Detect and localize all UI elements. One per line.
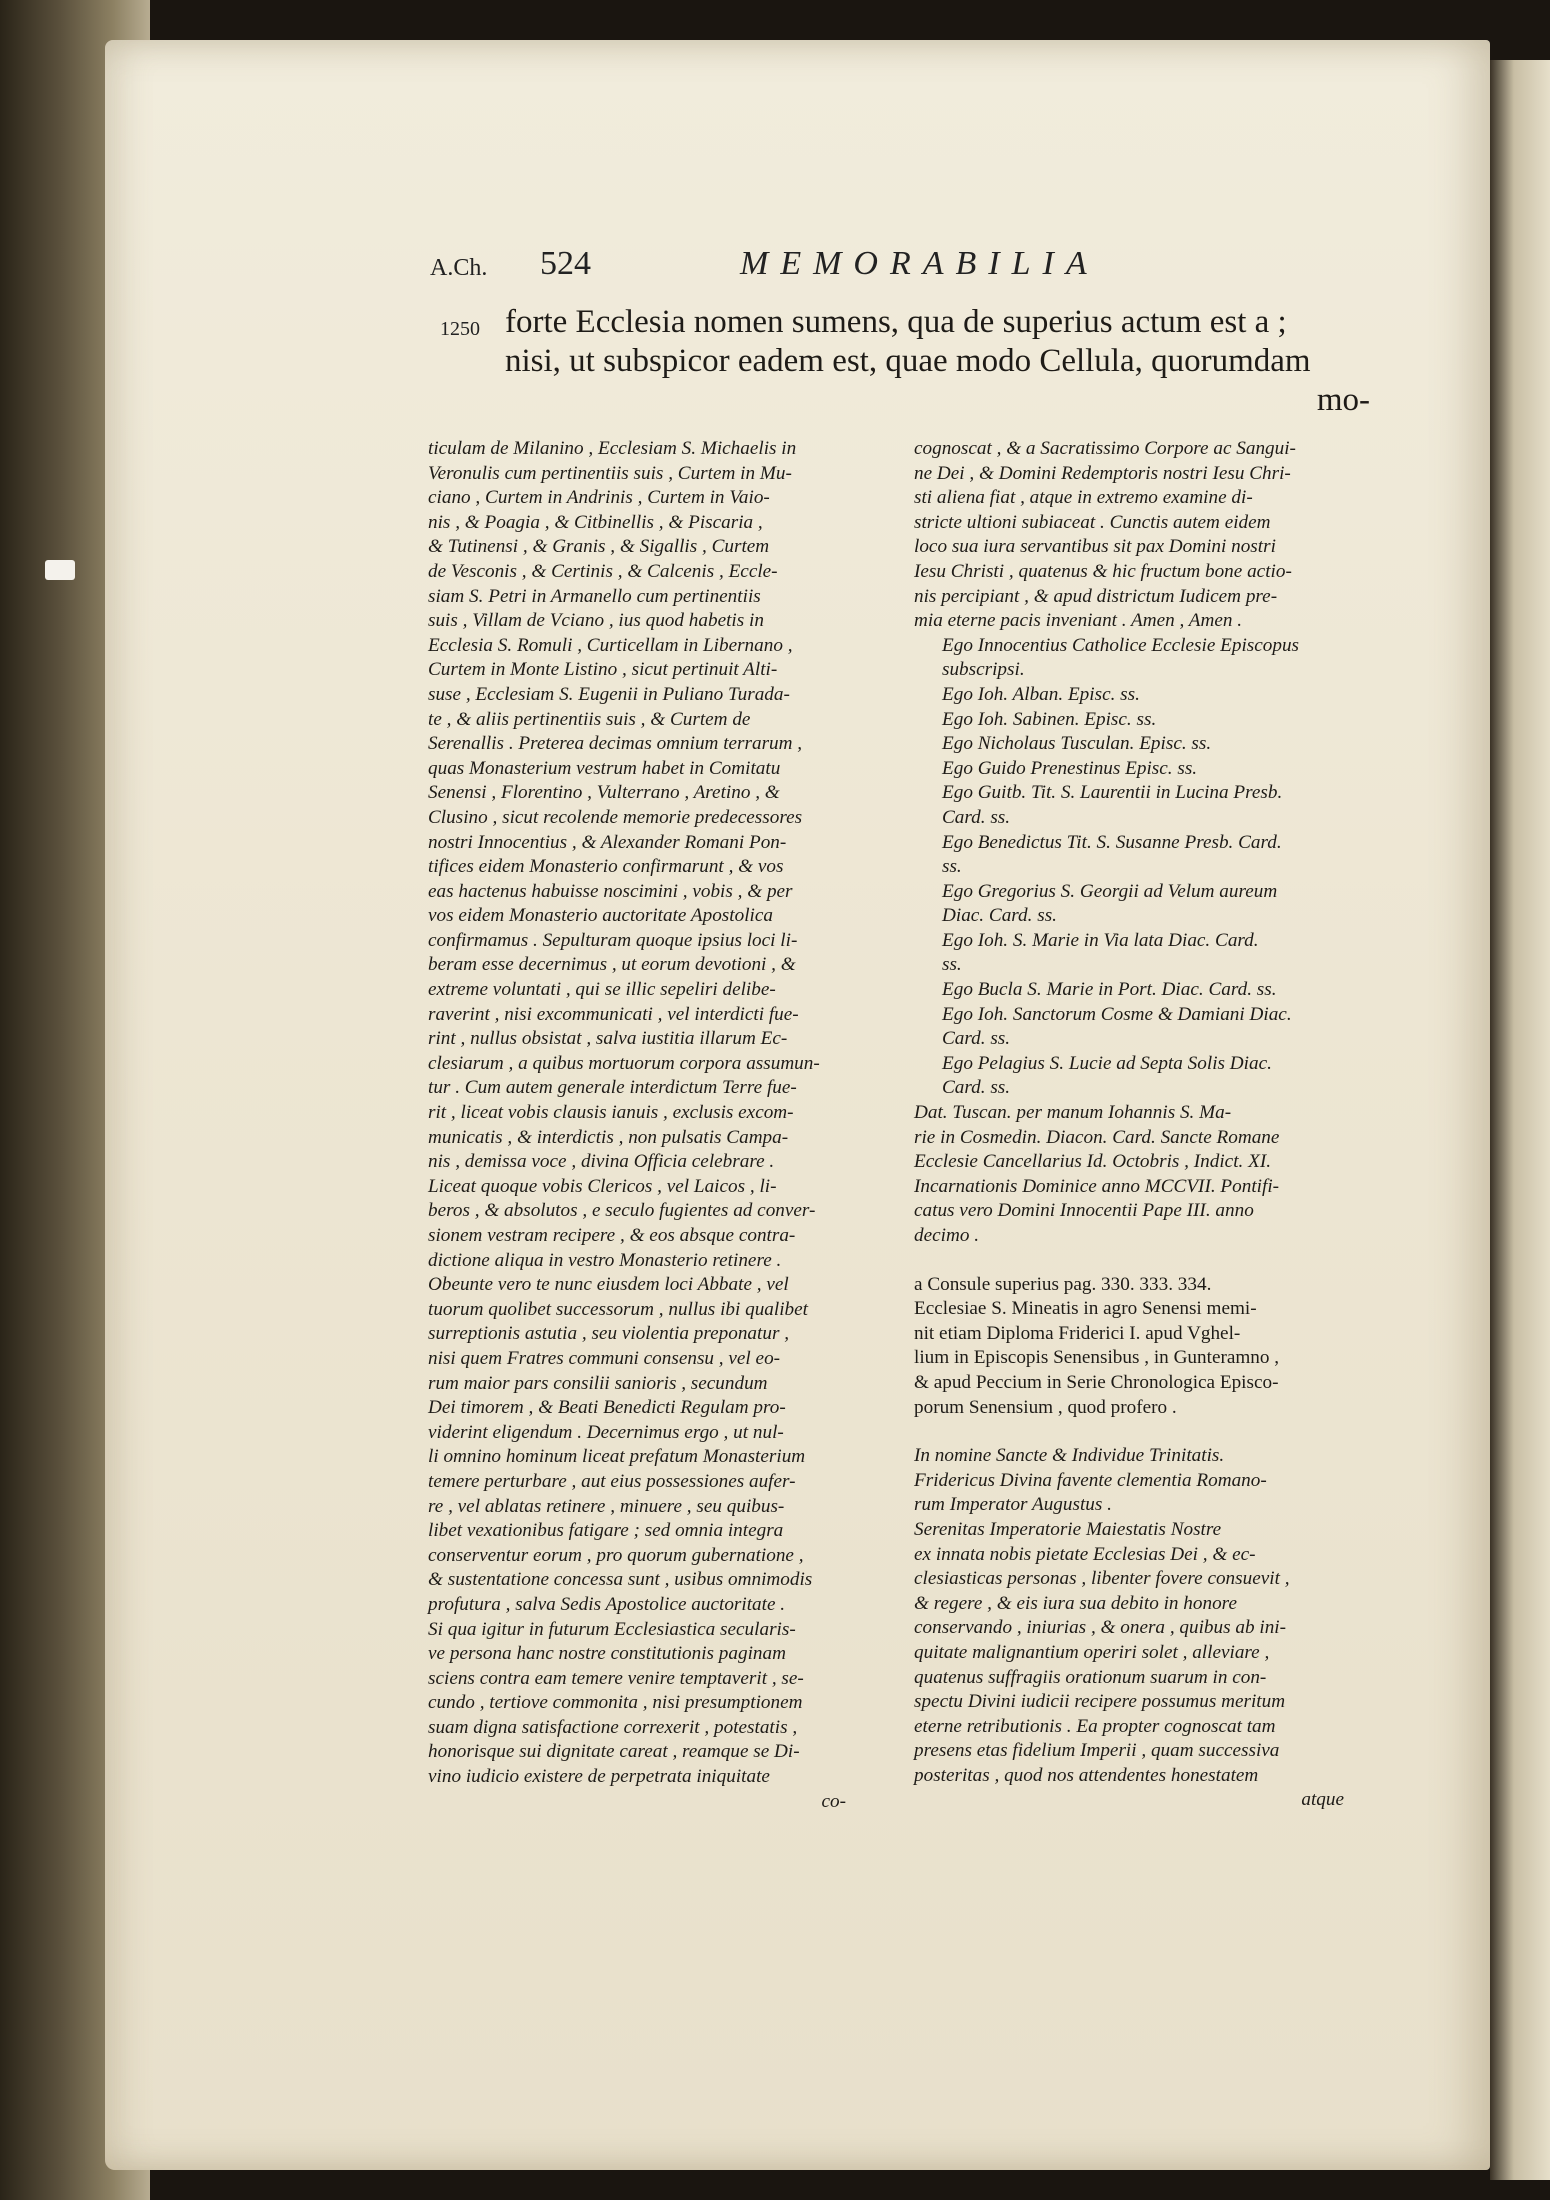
footnote-line: & apud Peccium in Serie Chronologica Episco- xyxy=(914,1371,1279,1393)
text-line: rit , liceat vobis clausis ianuis , exclusis excom- xyxy=(428,1102,794,1124)
text-line: & sustentatione concessa sunt , usibus omnimodis xyxy=(428,1569,813,1591)
signature-line: Ego Nicholaus Tusculan. Episc. ss. xyxy=(942,733,1212,755)
text-line: Clusino , sicut recolende memorie predecessores xyxy=(428,806,803,828)
bookmark-ribbon xyxy=(45,560,75,580)
text-line: stricte ultioni subiaceat . Cunctis autem eidem xyxy=(914,511,1271,533)
footnote-line: Ecclesiae S. Mineatis in agro Senensi memi- xyxy=(914,1298,1257,1320)
text-line: sionem vestram recipere , & eos absque contra- xyxy=(428,1225,796,1246)
signature-line: Card. ss. xyxy=(942,806,1011,828)
book-right-edge xyxy=(1490,60,1550,2180)
text-line: te , & aliis pertinentiis suis , & Curtem de xyxy=(428,708,751,730)
text-line: rum maior pars consilii sanioris , secundum xyxy=(428,1372,768,1394)
text-line: sti aliena fiat , atque in extremo examine di- xyxy=(914,487,1253,509)
diploma-line: rum Imperator Augustus . xyxy=(914,1494,1112,1516)
text-line: nis , demissa voce , divina Officia celebrare . xyxy=(428,1151,775,1173)
dating-line: rie in Cosmedin. Diacon. Card. Sancte Romane xyxy=(914,1126,1280,1148)
signature-line: Ego Ioh. Sanctorum Cosme & Damiani Diac. xyxy=(942,1003,1292,1025)
diploma-line: ex innata nobis pietate Ecclesias Dei , & ec- xyxy=(914,1543,1256,1565)
footnote-line: nit etiam Diploma Friderici I. apud Vghel- xyxy=(914,1322,1241,1344)
signature-line: ss. xyxy=(942,856,962,878)
signature-line: Ego Ioh. S. Marie in Via lata Diac. Card. xyxy=(942,929,1259,951)
diploma-line: eterne retributionis . Ea propter cognoscat tam xyxy=(914,1715,1276,1737)
text-line: ciano , Curtem in Andrinis , Curtem in Vaio- xyxy=(428,487,770,509)
dating-line: decimo . xyxy=(914,1225,980,1246)
text-line: ne Dei , & Domini Redemptoris nostri Iesu Chri- xyxy=(914,462,1291,484)
text-line: nostri Innocentius , & Alexander Romani Pon- xyxy=(428,831,787,853)
signature-line: Ego Guido Prenestinus Episc. ss. xyxy=(942,757,1198,779)
text-line: Si qua igitur in futurum Ecclesiastica secularis- xyxy=(428,1618,796,1640)
signature-line: Card. ss. xyxy=(942,1077,1011,1099)
diploma-line: clesiasticas personas , libenter fovere consuevit , xyxy=(914,1568,1290,1590)
text-line: loco sua iura servantibus sit pax Domini nostri xyxy=(914,536,1276,558)
diploma-line: quatenus suffragiis orationum suarum in con- xyxy=(914,1666,1267,1688)
text-line: sciens contra eam temere venire temptaverit , se- xyxy=(428,1667,804,1689)
right-column xyxy=(914,437,1374,1813)
dating-line: Incarnationis Dominice anno MCCVII. Pontifi- xyxy=(914,1175,1280,1197)
signature-line: Ego Ioh. Sabinen. Episc. ss. xyxy=(942,708,1157,730)
signature-line: Card. ss. xyxy=(942,1028,1011,1050)
footnote-line: porum Senensium , quod profero . xyxy=(914,1396,1177,1418)
paragraph-gap xyxy=(914,1249,1374,1273)
text-line: cundo , tertiove commonita , nisi presumptionem xyxy=(428,1692,803,1714)
text-line: ve persona hanc nostre constitutionis paginam xyxy=(428,1643,786,1665)
diploma-line: spectu Divini iudicii recipere possumus meritum xyxy=(914,1691,1286,1713)
paragraph-gap xyxy=(914,1420,1374,1444)
footnote-line: lium in Episcopis Senensibus , in Gunteramno , xyxy=(914,1347,1280,1369)
text-line: surreptionis astutia , seu violentia preponatur , xyxy=(428,1323,790,1345)
text-line: vos eidem Monasterio auctoritate Apostolica xyxy=(428,905,773,927)
text-line: Curtem in Monte Listino , sicut pertinuit Alti- xyxy=(428,659,778,681)
text-line: rint , nullus obsistat , salva iustitia illarum Ec- xyxy=(428,1028,788,1050)
text-line: Iesu Christi , quatenus & hic fructum bone actio- xyxy=(914,560,1292,582)
text-line: Serenallis . Preterea decimas omnium terrarum , xyxy=(428,733,803,755)
diploma-line: Serenitas Imperatorie Maiestatis Nostre xyxy=(914,1518,1222,1540)
text-line: Veronulis cum pertinentiis suis , Curtem in Mu- xyxy=(428,462,792,484)
signature-line: Diac. Card. ss. xyxy=(942,905,1057,927)
text-line: Dei timorem , & Beati Benedicti Regulam pro- xyxy=(428,1397,786,1419)
text-line: temere perturbare , aut eius possessiones aufer- xyxy=(428,1470,796,1492)
signature-line: Ego Pelagius S. Lucie ad Septa Solis Diac. xyxy=(942,1052,1272,1074)
text-line: beros , & absolutos , e seculo fugientes ad conver- xyxy=(428,1200,816,1222)
text-line: de Vesconis , & Certinis , & Calcenis , Eccle- xyxy=(428,560,778,582)
text-line: siam S. Petri in Armanello cum pertinentiis xyxy=(428,585,761,607)
year-margin-note: 1250 xyxy=(440,318,480,340)
signature-line: subscripsi. xyxy=(942,659,1025,681)
text-line: Obeunte vero te nunc eiusdem loci Abbate , vel xyxy=(428,1274,789,1296)
text-line: municatis , & interdictis , non pulsatis Campa- xyxy=(428,1126,789,1148)
signature-line: Ego Guitb. Tit. S. Laurentii in Lucina Presb. xyxy=(942,782,1283,804)
diploma-line: In nomine Sancte & Individue Trinitatis. xyxy=(914,1445,1225,1467)
side-label: A.Ch. xyxy=(430,255,488,281)
text-line: ticulam de Milanino , Ecclesiam S. Michaelis in xyxy=(428,438,797,459)
diploma-line: presens etas fidelium Imperii , quam successiva xyxy=(914,1740,1280,1762)
text-line: clesiarum , a quibus mortuorum corpora assumun- xyxy=(428,1052,820,1074)
running-title: MEMORABILIA xyxy=(740,245,1099,282)
text-line: extreme voluntati , qui se illic sepeliri delibe- xyxy=(428,979,776,1001)
signature-line: Ego Benedictus Tit. S. Susanne Presb. Card. xyxy=(942,831,1282,853)
diploma-line: & regere , & eis iura sua debito in honore xyxy=(914,1592,1237,1614)
top-line: mo- xyxy=(1316,382,1370,418)
text-line: Ecclesia S. Romuli , Curticellam in Libernano , xyxy=(428,634,793,656)
catchword: atque xyxy=(1301,1789,1344,1811)
signature-line: Ego Innocentius Catholice Ecclesie Episcopus xyxy=(942,634,1300,656)
text-line: honorisque sui dignitate careat , reamque se Di- xyxy=(428,1741,800,1763)
text-line: suis , Villam de Vciano , ius quod habetis in xyxy=(428,610,764,632)
top-line: nisi, ut subspicor eadem est, quae modo Cellula, quorumdam xyxy=(505,343,1311,379)
signature-line: ss. xyxy=(942,954,962,976)
catchword: co- xyxy=(821,1790,846,1812)
signature-line: Ego Gregorius S. Georgii ad Velum aureum xyxy=(942,880,1278,902)
text-line: & Tutinensi , & Granis , & Sigallis , Curtem xyxy=(428,536,770,558)
diploma-line: posteritas , quod nos attendentes honestatem xyxy=(914,1764,1259,1786)
text-line: tifices eidem Monasterio confirmarunt , & vos xyxy=(428,856,784,878)
text-line: raverint , nisi excommunicati , vel interdicti fue- xyxy=(428,1003,799,1025)
text-line: eas hactenus habuisse noscimini , vobis , & per xyxy=(428,880,793,902)
diploma-line: conservando , iniurias , & onera , quibus ab ini- xyxy=(914,1617,1287,1639)
text-line: nis percipiant , & apud districtum Iudicem pre- xyxy=(914,585,1278,607)
top-paragraph xyxy=(505,303,1370,420)
left-column xyxy=(428,437,876,1814)
diploma-line: Fridericus Divina favente clementia Romano- xyxy=(914,1469,1267,1491)
text-line: beram esse decernimus , ut eorum devotioni , & xyxy=(428,954,796,976)
text-line: nis , & Poagia , & Citbinellis , & Piscaria , xyxy=(428,511,763,533)
text-line: vino iudicio existere de perpetrata iniquitate xyxy=(428,1766,770,1788)
signature-line: Ego Bucla S. Marie in Port. Diac. Card. ss. xyxy=(942,979,1277,1001)
top-line: forte Ecclesia nomen sumens, qua de superius actum est a ; xyxy=(505,304,1287,340)
signature-line: Ego Ioh. Alban. Episc. ss. xyxy=(942,683,1140,705)
text-line: tuorum quolibet successorum , nullus ibi qualibet xyxy=(428,1298,809,1320)
dating-line: Ecclesie Cancellarius Id. Octobris , Indict. XI. xyxy=(914,1151,1272,1173)
text-line: suse , Ecclesiam S. Eugenii in Puliano Turada- xyxy=(428,683,790,705)
text-line: cognoscat , & a Sacratissimo Corpore ac Sangui- xyxy=(914,438,1296,459)
text-line: mia eterne pacis inveniant . Amen , Amen . xyxy=(914,610,1243,632)
text-line: tur . Cum autem generale interdictum Terre fue- xyxy=(428,1077,797,1099)
footnote-line: a Consule superius pag. 330. 333. 334. xyxy=(914,1273,1212,1295)
page-number: 524 xyxy=(540,245,591,282)
text-line: re , vel ablatas retinere , minuere , seu quibus- xyxy=(428,1495,785,1517)
text-line: Liceat quoque vobis Clericos , vel Laicos , li- xyxy=(428,1175,777,1197)
text-line: Senensi , Florentino , Vulterrano , Aretino , & xyxy=(428,782,780,804)
page-header xyxy=(430,245,1370,295)
text-line: li omnino hominum liceat prefatum Monasterium xyxy=(428,1446,806,1468)
text-line: conserventur eorum , pro quorum gubernatione , xyxy=(428,1544,804,1566)
diploma-line: quitate malignantium operiri solet , alleviare , xyxy=(914,1641,1270,1663)
text-line: quas Monasterium vestrum habet in Comitatu xyxy=(428,757,781,779)
dating-line: catus vero Domini Innocentii Pape III. anno xyxy=(914,1200,1254,1222)
text-line: nisi quem Fratres communi consensu , vel eo- xyxy=(428,1347,781,1369)
text-line: viderint eligendum . Decernimus ergo , ut nul- xyxy=(428,1421,784,1443)
text-line: dictione aliqua in vestro Monasterio retinere . xyxy=(428,1249,782,1271)
text-line: confirmamus . Sepulturam quoque ipsius loci li- xyxy=(428,929,798,951)
text-line: profutura , salva Sedis Apostolice auctoritate . xyxy=(428,1593,786,1615)
text-line: suam digna satisfactione correxerit , potestatis , xyxy=(428,1716,798,1738)
dating-line: Dat. Tuscan. per manum Iohannis S. Ma- xyxy=(914,1102,1232,1124)
text-line: libet vexationibus fatigare ; sed omnia integra xyxy=(428,1520,784,1542)
